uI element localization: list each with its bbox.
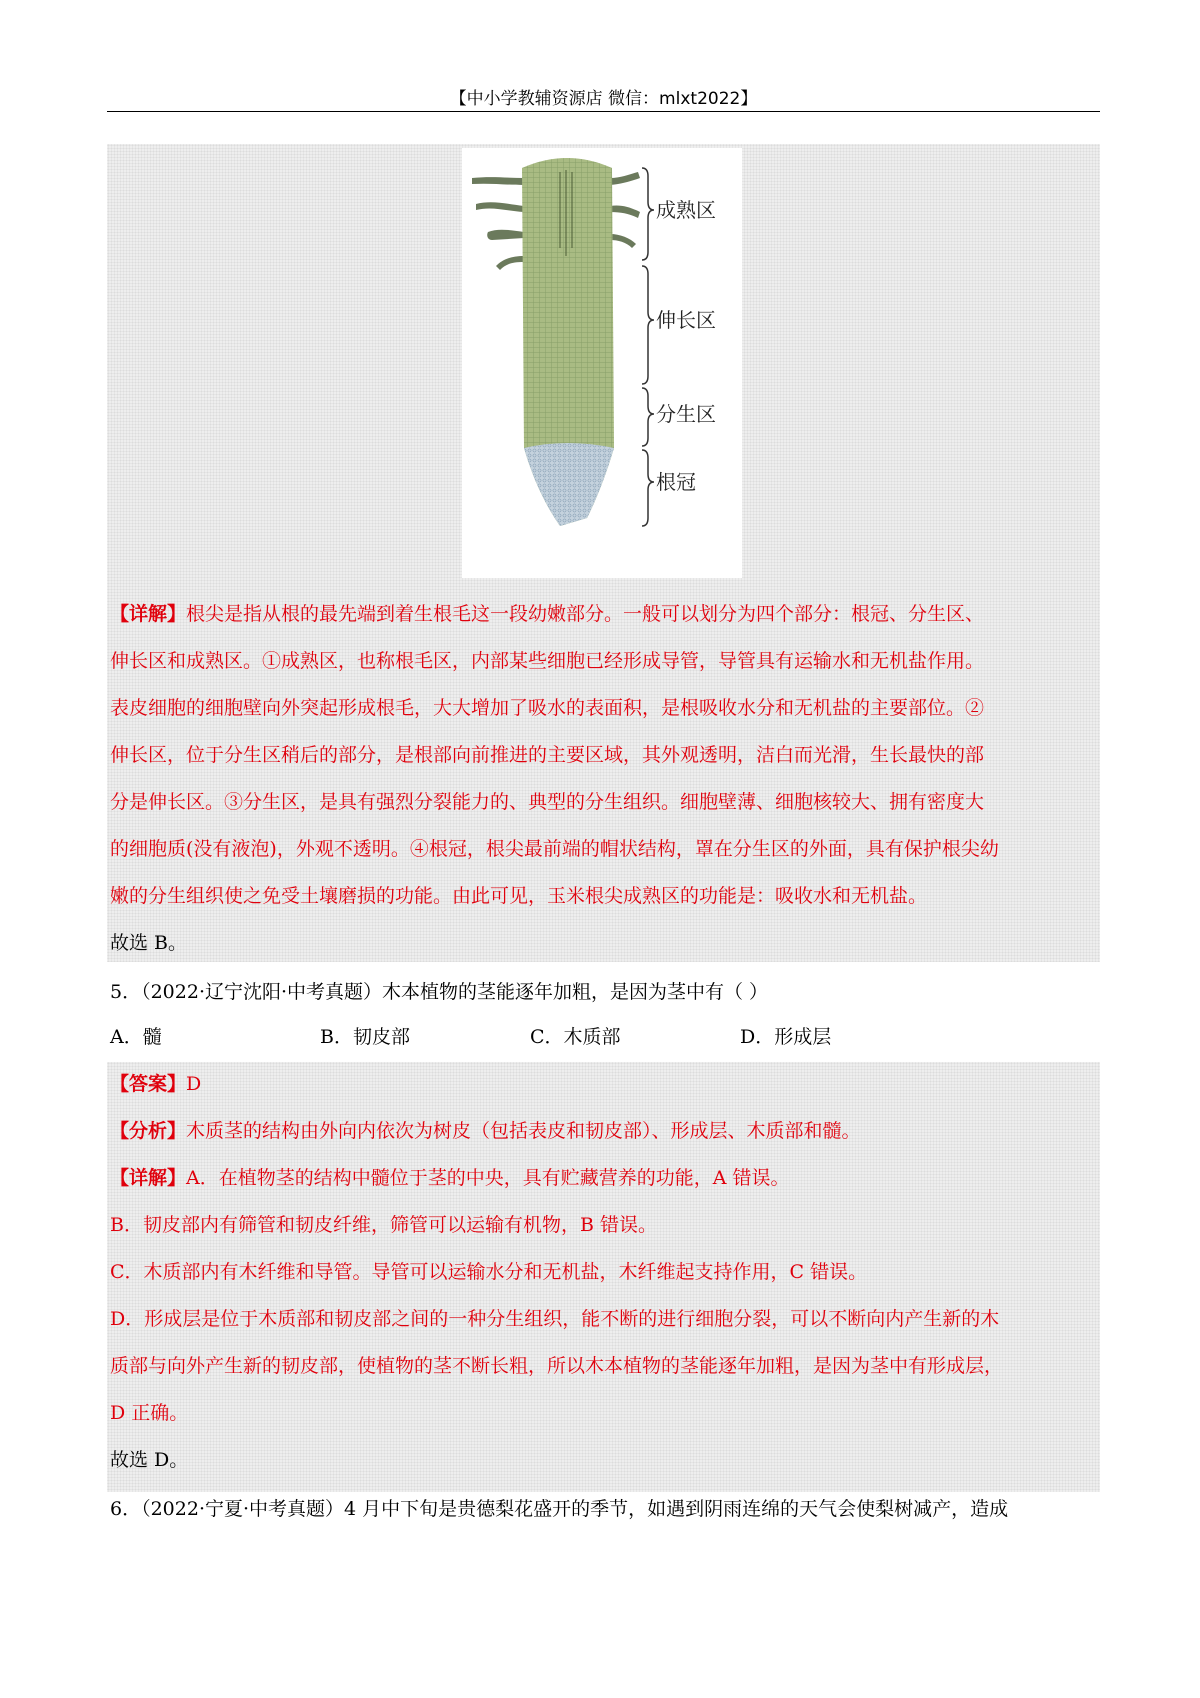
root-tip-diagram — [462, 148, 742, 578]
q5-detail-line-1: 【详解】A．在植物茎的结构中髓位于茎的中央，具有贮藏营养的功能，A 错误。 — [110, 1167, 790, 1189]
q5-answer — [110, 1069, 1100, 1099]
q5-options — [110, 1022, 1100, 1052]
q5-option-b: B．韧皮部 — [320, 1026, 410, 1048]
q5-detail-tag: 【详解】 — [110, 1167, 187, 1189]
header-rule — [107, 111, 1100, 112]
q5-detail-line-5: 质部与向外产生新的韧皮部，使植物的茎不断长粗，所以木本植物的茎能逐年加粗，是因为茎中有形成层， — [110, 1355, 1004, 1377]
q4-conclusion: 故选 B。 — [110, 932, 188, 954]
q4-detail-line-1: 【详解】根尖是指从根的最先端到着生根毛这一段幼嫩部分。一般可以划分为四个部分：根冠、分生区、 — [110, 603, 985, 625]
q4-detail-line-7: 嫩的分生组织使之免受土壤磨损的功能。由此可见，玉米根尖成熟区的功能是：吸收水和无机盐。 — [110, 885, 928, 907]
q5-detail-line-6: D 正确。 — [110, 1402, 189, 1424]
q6-stem: 6．（2022·宁夏·中考真题）4 月中下旬是贵德梨花盛开的季节，如遇到阴雨连绵的天气会使梨树减产，造成 — [110, 1498, 1009, 1520]
q5-answer-value: D — [186, 1073, 202, 1095]
root-hairs-left — [472, 177, 524, 270]
page-header: 【中小学教辅资源店 微信：mlxt2022】 — [449, 89, 758, 109]
q5-analysis: 【分析】木质茎的结构由外向内依次为树皮（包括表皮和韧皮部）、形成层、木质部和髓。 — [110, 1120, 861, 1142]
label-meristematic-zone: 分生区 — [656, 402, 716, 426]
q4-detail-line-4: 伸长区，位于分生区稍后的部分，是根部向前推进的主要区域，其外观透明，洁白而光滑，生长最快的部 — [110, 744, 985, 766]
q5-analysis-tag: 【分析】 — [110, 1120, 187, 1142]
root-hairs-right — [610, 172, 640, 248]
label-maturation-zone: 成熟区 — [656, 198, 716, 222]
label-elongation-zone: 伸长区 — [656, 308, 716, 332]
q4-detail-line-2: 伸长区和成熟区。①成熟区，也称根毛区，内部某些细胞已经形成导管，导管具有运输水和无机盐作用。 — [110, 650, 985, 672]
q5-option-d: D．形成层 — [740, 1026, 832, 1048]
q5-option-c: C．木质部 — [530, 1026, 621, 1048]
q4-detail-line-5: 分是伸长区。③分生区，是具有强烈分裂能力的、典型的分生组织。细胞壁薄、细胞核较大、拥有密度大 — [110, 791, 985, 813]
q5-stem: 5．（2022·辽宁沈阳·中考真题）木本植物的茎能逐年加粗，是因为茎中有（ ） — [110, 981, 769, 1003]
q4-detail-line-6: 的细胞质(没有液泡)，外观不透明。④根冠，根尖最前端的帽状结构，罩在分生区的外面，具有保护根尖幼 — [110, 838, 999, 860]
q5-conclusion: 故选 D。 — [110, 1449, 189, 1471]
zone-braces — [642, 168, 654, 526]
q5-option-a: A．髓 — [110, 1026, 162, 1048]
q5-detail-line-4: D．形成层是位于木质部和韧皮部之间的一种分生组织，能不断的进行细胞分裂，可以不断向内产生新的木 — [110, 1308, 1000, 1330]
root-tip-figure — [462, 148, 742, 578]
q5-answer-tag: 【答案】 — [110, 1073, 187, 1095]
q5-detail-line-3: C．木质部内有木纤维和导管。导管可以运输水分和无机盐，木纤维起支持作用，C 错误。 — [110, 1261, 868, 1283]
q4-detail-tag: 【详解】 — [110, 603, 187, 625]
label-root-cap: 根冠 — [656, 470, 696, 494]
q5-detail-line-2: B．韧皮部内有筛管和韧皮纤维，筛管可以运输有机物，B 错误。 — [110, 1214, 657, 1236]
q4-detail-line-3: 表皮细胞的细胞壁向外突起形成根毛，大大增加了吸水的表面积，是根吸收水分和无机盐的主要部位。② — [110, 697, 985, 719]
